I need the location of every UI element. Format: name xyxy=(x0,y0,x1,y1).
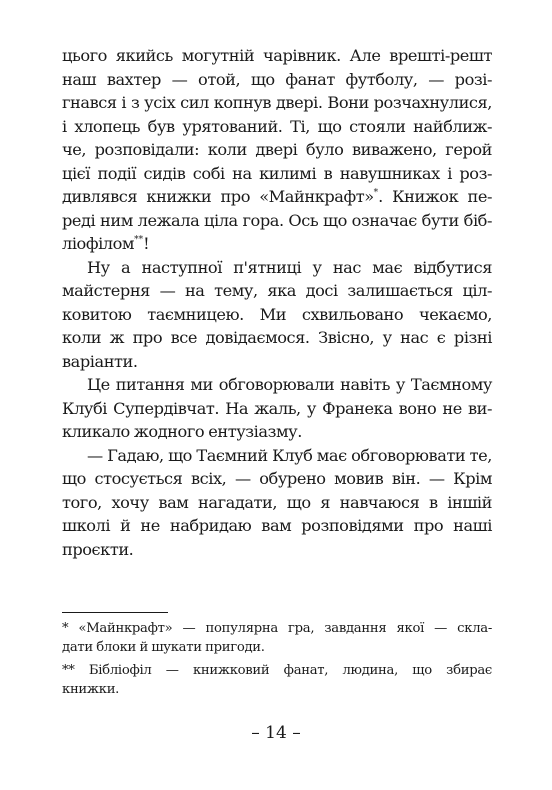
text-line: школі й не набридаю вам розповідями про наші xyxy=(62,516,492,535)
text-line: че, розповідали: коли двері було виважено, герой xyxy=(62,140,492,159)
text-line: ковитою таємницею. Ми схвильовано чекаємо, xyxy=(62,304,492,324)
text-line xyxy=(62,185,492,209)
footnote-marker: * xyxy=(373,188,379,198)
text-line: варіанти. xyxy=(62,351,138,371)
text-line: кликало жодного ентузіазму. xyxy=(62,422,302,441)
text-line: що стосується всіх, — обурено мовив він. — Крім xyxy=(62,469,492,488)
footnote-marker: ** xyxy=(134,235,144,245)
text-line: — Гадаю, що Таємний Клуб має обговорювати те, xyxy=(87,445,492,465)
text-line: майстерня — на тему, яка досі залишається ціл- xyxy=(62,281,492,300)
text-line: того, хочу вам нагадати, що я навчаюся в іншій xyxy=(62,492,492,512)
text-run: ! xyxy=(143,234,150,253)
text-line: Клубі Супердівчат. На жаль, у Франека воно не ви- xyxy=(62,398,492,418)
footnote-divider xyxy=(62,612,168,613)
text-line: проєкти. xyxy=(62,539,134,559)
page-number: – 14 – xyxy=(251,723,301,743)
text-line: цього якийсь могутній чарівник. Але врешті-решт xyxy=(62,46,492,65)
footnote-line: дати блоки й шукати пригоди. xyxy=(62,639,265,655)
text-line: Ну а наступної п'ятниці у нас має відбутися xyxy=(87,257,492,277)
text-line: наш вахтер — отой, що фанат футболу, — розі- xyxy=(62,69,492,89)
text-line: і хлопець був урятований. Ті, що стояли найближ- xyxy=(62,116,492,136)
footnote-line: ** Бібліофіл — книжковий фанат, людина, що збирає xyxy=(62,663,492,678)
text-run: ліофілом xyxy=(62,234,135,253)
text-line: цієї події сидів собі на килимі в навушниках і роз- xyxy=(62,163,492,183)
text-line xyxy=(62,232,492,256)
text-line: Це питання ми обговорювали навіть у Таємному xyxy=(87,375,492,394)
text-run: дивлявся книжки про «Майнкрафт» xyxy=(62,187,374,206)
text-run: . Книжок пе- xyxy=(378,187,492,206)
text-line: коли ж про все довідаємося. Звісно, у нас є різні xyxy=(62,328,492,347)
main-text xyxy=(62,44,492,561)
footnote-line: книжки. xyxy=(62,681,120,697)
footnotes xyxy=(62,620,492,699)
footnote-line: * «Майнкрафт» — популярна гра, завдання якої — скла- xyxy=(62,621,492,636)
text-line: гнався і з усіх сил копнув двері. Вони розчахнулися, xyxy=(62,93,492,112)
text-line: реді ним лежала ціла гора. Ось що означає бути біб- xyxy=(62,210,492,230)
